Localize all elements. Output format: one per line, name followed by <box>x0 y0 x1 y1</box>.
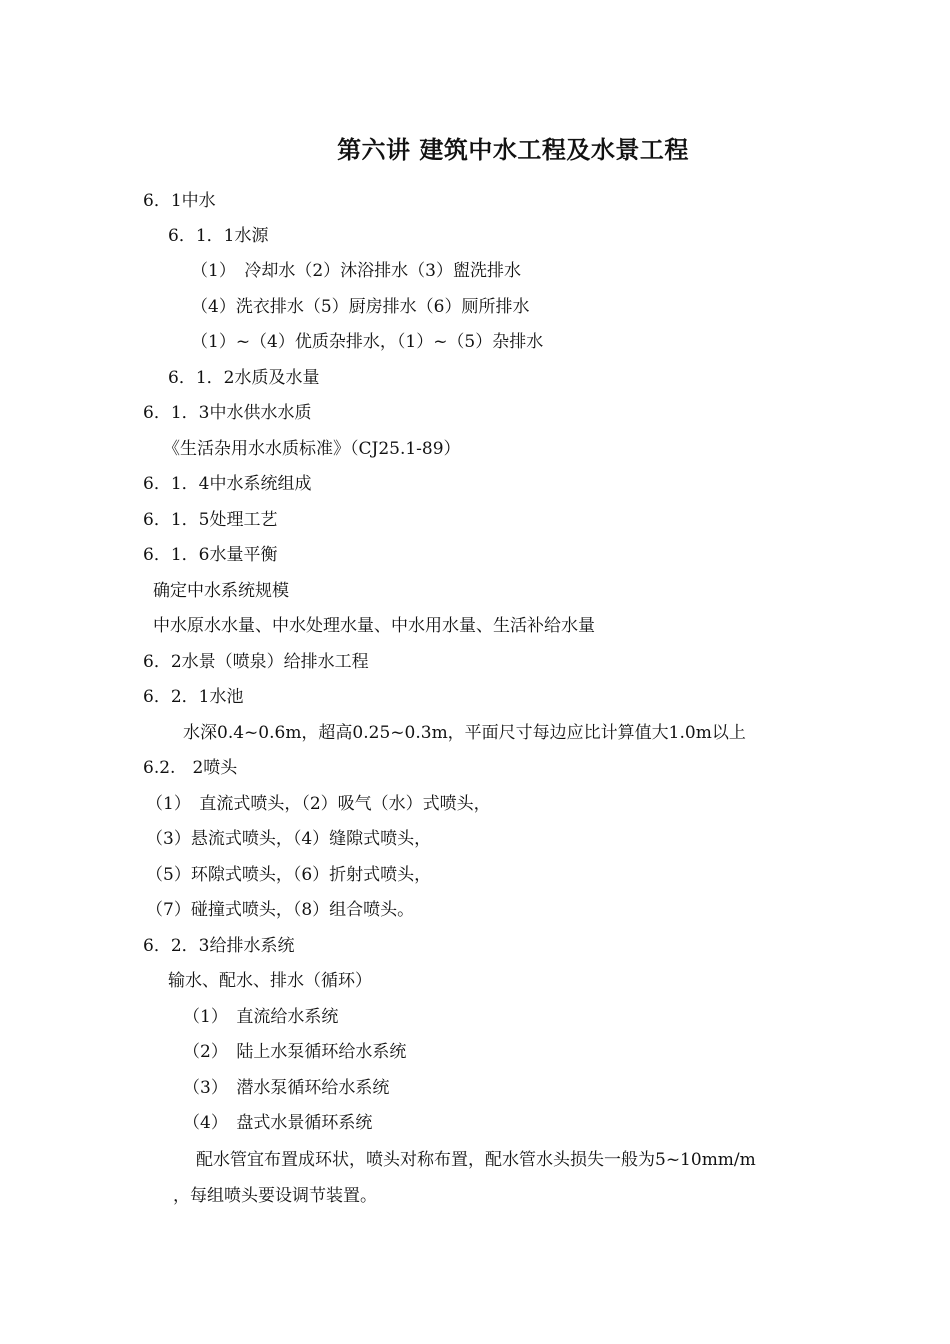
heading-6-1-6: 6．1．6水量平衡 <box>143 545 278 565</box>
text-line: ，每组喷头要设调节装置。 <box>173 1186 377 1206</box>
heading-6-1-5: 6．1．5处理工艺 <box>143 510 278 530</box>
text-line: （1）~（4）优质杂排水，（1）~（5）杂排水 <box>191 332 544 352</box>
text-line: （5）环隙式喷头，（6）折射式喷头， <box>146 865 432 885</box>
text-line: 《生活杂用水水质标准》（CJ25.1-89） <box>163 439 461 459</box>
text-line: （1） 冷却水（2）沐浴排水（3）盥洗排水 <box>191 261 521 281</box>
text-line: （2） 陆上水泵循环给水系统 <box>183 1042 407 1062</box>
text-line: （3）悬流式喷头，（4）缝隙式喷头， <box>146 829 432 849</box>
text-line: （7）碰撞式喷头，（8）组合喷头。 <box>146 900 415 920</box>
text-line: 确定中水系统规模 <box>153 581 289 601</box>
heading-6-1-3: 6．1．3中水供水水质 <box>143 403 312 423</box>
text-line: （3） 潜水泵循环给水系统 <box>183 1078 390 1098</box>
heading-6-1: 6．1中水 <box>143 191 216 211</box>
heading-6-2-1: 6．2．1水池 <box>143 687 244 707</box>
text-line: （1） 直流式喷头，（2）吸气（水）式喷头， <box>146 794 491 814</box>
text-line: 中水原水水量、中水处理水量、中水用水量、生活补给水量 <box>153 616 595 636</box>
text-line: 配水管宜布置成环状，喷头对称布置，配水管水头损失一般为5~10mm/m <box>196 1150 756 1170</box>
heading-6-1-2: 6．1．2水质及水量 <box>168 368 320 388</box>
text-line: （1） 直流给水系统 <box>183 1007 339 1027</box>
heading-6-1-1: 6．1．1水源 <box>168 226 269 246</box>
text-line: （4）洗衣排水（5）厨房排水（6）厕所排水 <box>191 297 530 317</box>
heading-6-2-3: 6．2．3给排水系统 <box>143 936 295 956</box>
text-line: （4） 盘式水景循环系统 <box>183 1113 373 1133</box>
heading-6-1-4: 6．1．4中水系统组成 <box>143 474 312 494</box>
document-title: 第六讲 建筑中水工程及水景工程 <box>337 135 689 164</box>
text-line: 输水、配水、排水（循环） <box>168 971 372 991</box>
text-line: 水深0.4~0.6m，超高0.25~0.3m，平面尺寸每边应比计算值大1.0m以上 <box>183 723 746 743</box>
heading-6-2-2: 6.2. 2喷头 <box>143 758 238 778</box>
heading-6-2: 6．2水景（喷泉）给排水工程 <box>143 652 369 672</box>
